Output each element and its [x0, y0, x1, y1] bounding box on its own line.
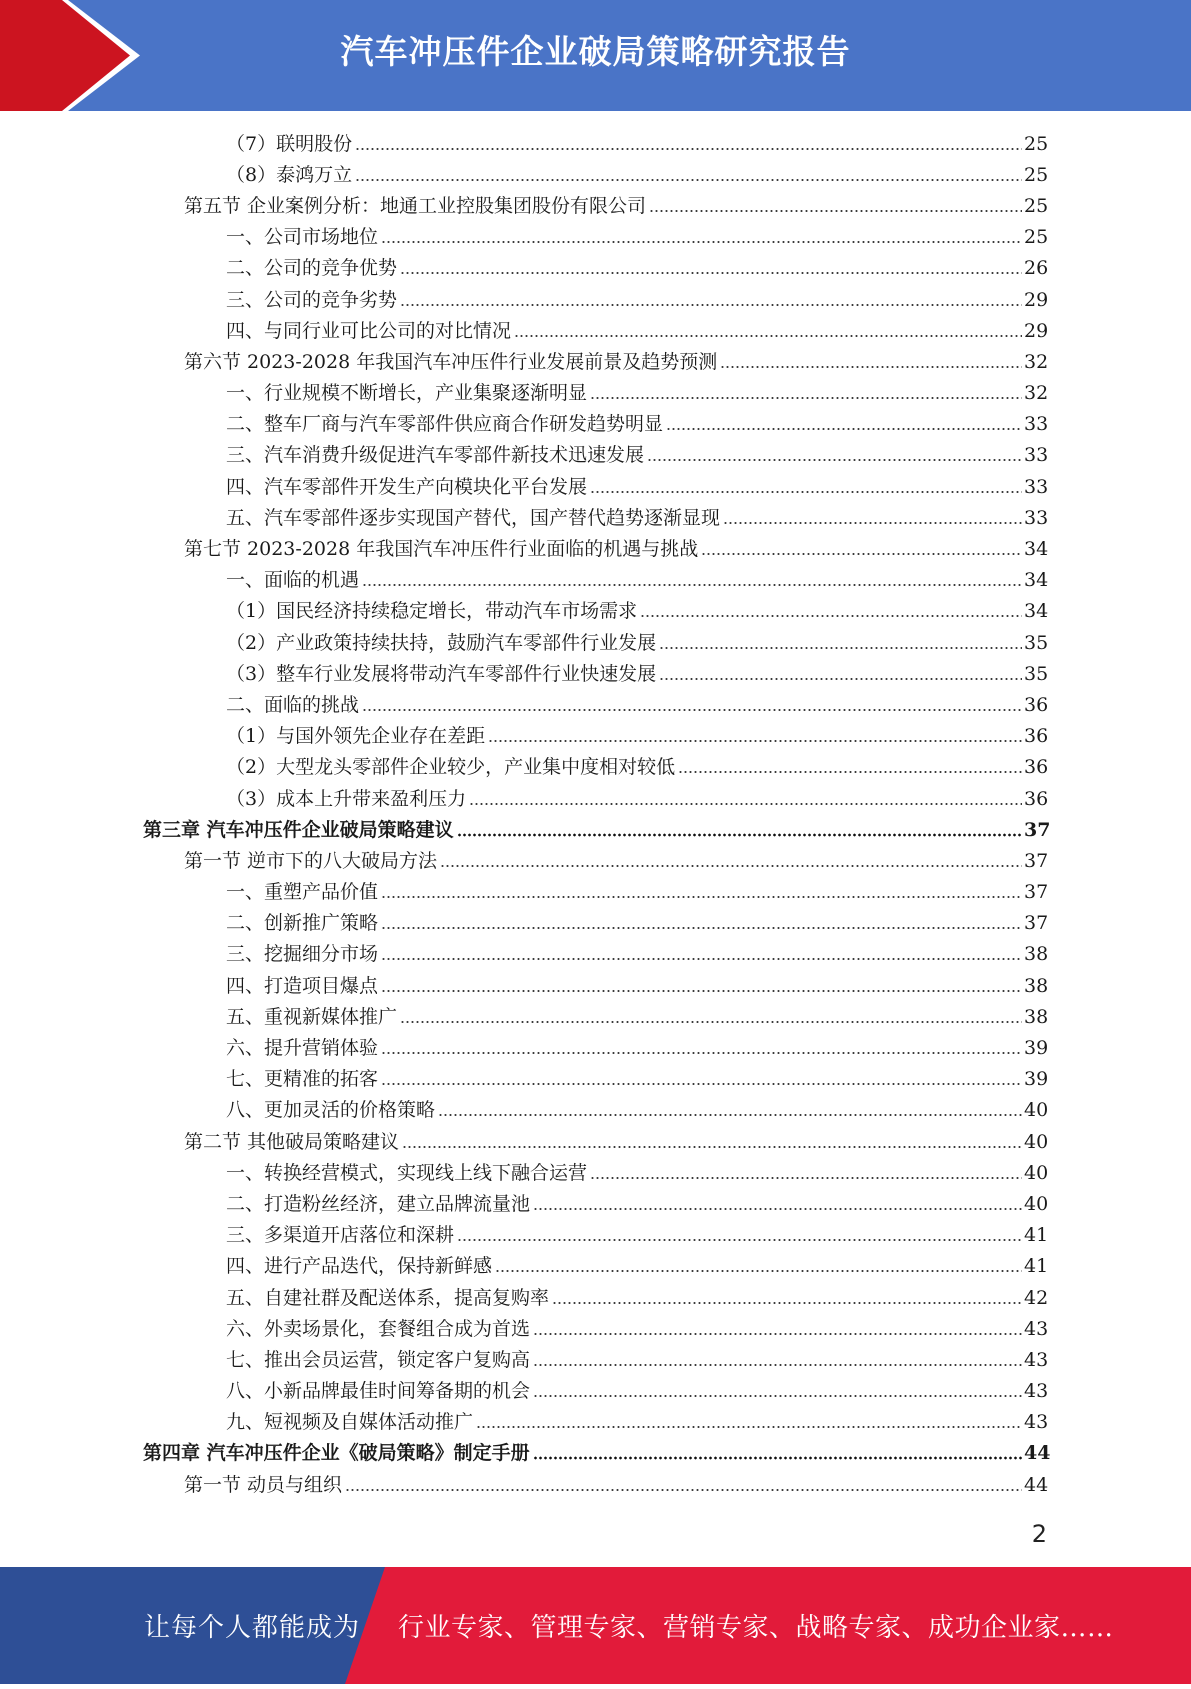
toc-entry-title: 三、公司的竞争劣势 — [226, 288, 398, 311]
toc-dot-leader — [381, 1079, 1022, 1089]
toc-entry[interactable] — [0, 1407, 1191, 1438]
toc-entry-page: 39 — [1024, 1037, 1049, 1060]
toc-entry-page: 37 — [1024, 881, 1049, 904]
toc-entry-title: 四、汽车零部件开发生产向模块化平台发展 — [226, 475, 588, 498]
toc-entry-title: 第七节 2023-2028 年我国汽车冲压件行业面临的机遇与挑战 — [184, 538, 699, 561]
toc-entry-page: 38 — [1024, 943, 1049, 966]
toc-dot-leader — [345, 1485, 1022, 1495]
toc-entry-page: 44 — [1024, 1442, 1051, 1465]
toc-entry-title: 六、提升营销体验 — [226, 1037, 379, 1060]
toc-dot-leader — [649, 206, 1022, 216]
toc-dot-leader — [533, 1204, 1022, 1214]
toc-entry-title: 四、打造项目爆点 — [226, 974, 379, 997]
toc-entry-title: 第一节 动员与组织 — [184, 1473, 343, 1496]
toc-entry-title: 二、公司的竞争优势 — [226, 257, 398, 280]
toc-entry-page: 36 — [1024, 725, 1049, 748]
toc-entry[interactable] — [0, 253, 1191, 284]
toc-dot-leader — [400, 1017, 1022, 1027]
toc-entry[interactable] — [0, 783, 1191, 814]
toc-dot-leader — [552, 1298, 1022, 1308]
toc-entry-page: 25 — [1024, 194, 1049, 217]
toc-entry-title: 一、公司市场地位 — [226, 226, 379, 249]
toc-entry[interactable] — [0, 565, 1191, 596]
toc-entry[interactable] — [0, 128, 1191, 159]
toc-entry-title: 一、面临的机遇 — [226, 569, 360, 592]
toc-dot-leader — [666, 424, 1022, 434]
toc-dot-leader — [640, 611, 1022, 621]
toc-entry-page: 40 — [1024, 1130, 1049, 1153]
toc-entry[interactable] — [0, 1220, 1191, 1251]
toc-entry-page: 26 — [1024, 257, 1049, 280]
toc-entry[interactable] — [0, 1282, 1191, 1313]
toc-entry[interactable] — [0, 533, 1191, 564]
toc-entry-title: 八、更加灵活的价格策略 — [226, 1099, 436, 1122]
toc-dot-leader — [590, 1173, 1022, 1183]
toc-entry-title: （3）成本上升带来盈利压力 — [226, 787, 467, 810]
toc-entry-page: 33 — [1024, 506, 1049, 529]
toc-entry-title: 二、打造粉丝经济，建立品牌流量池 — [226, 1192, 531, 1215]
toc-entry-page: 34 — [1024, 538, 1049, 561]
toc-entry-page: 36 — [1024, 693, 1049, 716]
page-header — [0, 0, 1191, 111]
toc-entry[interactable] — [0, 440, 1191, 471]
toc-entry-title: 二、面临的挑战 — [226, 693, 360, 716]
page-number: 2 — [1031, 1520, 1047, 1548]
toc-entry[interactable] — [0, 1032, 1191, 1063]
toc-entry-title: 第二节 其他破局策略建议 — [184, 1130, 400, 1153]
toc-entry-title: 一、行业规模不断增长，产业集聚逐渐明显 — [226, 382, 588, 405]
toc-dot-leader — [355, 144, 1022, 154]
toc-entry-page: 25 — [1024, 163, 1049, 186]
toc-dot-leader — [590, 393, 1022, 403]
toc-entry-page: 38 — [1024, 974, 1049, 997]
toc-entry-title: 四、进行产品迭代，保持新鲜感 — [226, 1255, 493, 1278]
toc-entry-title: 第四章 汽车冲压件企业《破局策略》制定手册 — [143, 1442, 530, 1465]
report-title: 汽车冲压件企业破局策略研究报告 — [340, 32, 851, 71]
toc-entry[interactable] — [0, 1064, 1191, 1095]
toc-dot-leader — [457, 1235, 1022, 1245]
toc-entry-title: 三、多渠道开店落位和深耕 — [226, 1224, 455, 1247]
toc-entry-page: 43 — [1024, 1411, 1049, 1434]
toc-entry[interactable] — [0, 596, 1191, 627]
toc-entry-page: 41 — [1024, 1255, 1049, 1278]
header-chevron-icon — [0, 0, 160, 111]
toc-dot-leader — [469, 799, 1022, 809]
toc-dot-leader — [701, 549, 1022, 559]
toc-entry-page: 37 — [1024, 818, 1051, 841]
toc-dot-leader — [659, 643, 1022, 653]
toc-entry[interactable] — [0, 1251, 1191, 1282]
toc-dot-leader — [533, 1329, 1022, 1339]
toc-entry-page: 29 — [1024, 288, 1049, 311]
footer-slogan-right: 行业专家、管理专家、营销专家、战略专家、成功企业家…… — [398, 1613, 1114, 1643]
toc-dot-leader — [362, 705, 1022, 715]
toc-dot-leader — [381, 237, 1022, 247]
page-footer — [0, 1567, 1191, 1684]
toc-entry-page: 40 — [1024, 1192, 1049, 1215]
toc-dot-leader — [720, 362, 1022, 372]
toc-entry-title: 三、汽车消费升级促进汽车零部件新技术迅速发展 — [226, 444, 645, 467]
toc-entry-page: 40 — [1024, 1161, 1049, 1184]
toc-entry-page: 29 — [1024, 319, 1049, 342]
toc-entry-title: 七、更精准的拓客 — [226, 1068, 379, 1091]
toc-entry[interactable] — [0, 378, 1191, 409]
toc-entry[interactable] — [0, 1095, 1191, 1126]
toc-entry-page: 42 — [1024, 1286, 1049, 1309]
toc-entry-page: 34 — [1024, 569, 1049, 592]
toc-entry-title: 六、外卖场景化，套餐组合成为首选 — [226, 1317, 531, 1340]
toc-entry-title: 第六节 2023-2028 年我国汽车冲压件行业发展前景及趋势预测 — [184, 350, 718, 373]
toc-entry-title: （1）国民经济持续稳定增长，带动汽车市场需求 — [226, 600, 638, 623]
toc-entry[interactable] — [0, 471, 1191, 502]
toc-entry-title: （1）与国外领先企业存在差距 — [226, 725, 486, 748]
toc-entry-page: 32 — [1024, 350, 1049, 373]
toc-entry-page: 34 — [1024, 600, 1049, 623]
toc-entry-page: 37 — [1024, 912, 1049, 935]
toc-entry[interactable] — [0, 190, 1191, 221]
toc-entry-page: 33 — [1024, 444, 1049, 467]
toc-entry-title: 四、与同行业可比公司的对比情况 — [226, 319, 512, 342]
toc-dot-leader — [381, 954, 1022, 964]
toc-entry-page: 36 — [1024, 756, 1049, 779]
toc-entry-page: 37 — [1024, 849, 1049, 872]
toc-entry[interactable] — [0, 721, 1191, 752]
toc-entry[interactable] — [0, 970, 1191, 1001]
toc-entry[interactable] — [0, 1313, 1191, 1344]
toc-entry-title: 五、汽车零部件逐步实现国产替代，国产替代趋势逐渐显现 — [226, 506, 721, 529]
toc-entry-page: 33 — [1024, 413, 1049, 436]
toc-dot-leader — [678, 767, 1022, 777]
toc-entry[interactable] — [0, 222, 1191, 253]
toc-dot-leader — [647, 455, 1022, 465]
footer-slogan-left: 让每个人都能成为 — [144, 1613, 361, 1643]
toc-dot-leader — [659, 674, 1022, 684]
toc-dot-leader — [533, 1360, 1022, 1370]
toc-entry-page: 35 — [1024, 631, 1049, 654]
toc-entry-title: 二、整车厂商与汽车零部件供应商合作研发趋势明显 — [226, 413, 664, 436]
toc-entry-page: 39 — [1024, 1068, 1049, 1091]
toc-entry[interactable] — [0, 284, 1191, 315]
toc-entry-title: （7）联明股份 — [226, 132, 353, 155]
toc-dot-leader — [488, 736, 1022, 746]
toc-dot-leader — [723, 518, 1022, 528]
toc-entry[interactable] — [0, 658, 1191, 689]
toc-entry[interactable] — [0, 1157, 1191, 1188]
toc-entry-title: 第三章 汽车冲压件企业破局策略建议 — [143, 818, 454, 841]
toc-entry-page: 25 — [1024, 226, 1049, 249]
toc-dot-leader — [533, 1453, 1022, 1463]
toc-dot-leader — [400, 300, 1022, 310]
toc-dot-leader — [355, 175, 1022, 185]
toc-entry[interactable] — [0, 908, 1191, 939]
toc-entry[interactable] — [0, 1126, 1191, 1157]
toc-entry-page: 41 — [1024, 1224, 1049, 1247]
toc-entry-title: 三、挖掘细分市场 — [226, 943, 379, 966]
toc-entry[interactable] — [0, 814, 1191, 845]
toc-entry-title: 二、创新推广策略 — [226, 912, 379, 935]
toc-entry-title: 七、推出会员运营，锁定客户复购高 — [226, 1348, 531, 1371]
toc-entry[interactable] — [0, 315, 1191, 346]
toc-dot-leader — [402, 1142, 1022, 1152]
table-of-contents — [0, 128, 1191, 1500]
toc-entry-title: （2）产业政策持续扶持，鼓励汽车零部件行业发展 — [226, 631, 657, 654]
toc-entry-title: （8）泰鸿万立 — [226, 163, 353, 186]
toc-dot-leader — [381, 986, 1022, 996]
toc-entry-title: 一、重塑产品价值 — [226, 881, 379, 904]
toc-dot-leader — [533, 1391, 1022, 1401]
toc-entry-title: 第五节 企业案例分析：地通工业控股集团股份有限公司 — [184, 194, 647, 217]
toc-entry-title: （3）整车行业发展将带动汽车零部件行业快速发展 — [226, 662, 657, 685]
toc-entry-page: 36 — [1024, 787, 1049, 810]
toc-entry[interactable] — [0, 1469, 1191, 1500]
toc-entry-page: 43 — [1024, 1317, 1049, 1340]
toc-entry-page: 38 — [1024, 1005, 1049, 1028]
toc-dot-leader — [476, 1422, 1022, 1432]
toc-entry[interactable] — [0, 409, 1191, 440]
toc-dot-leader — [438, 1110, 1022, 1120]
toc-entry[interactable] — [0, 1376, 1191, 1407]
toc-entry[interactable] — [0, 1188, 1191, 1219]
toc-dot-leader — [381, 892, 1022, 902]
toc-entry-title: 九、短视频及自媒体活动推广 — [226, 1411, 474, 1434]
toc-dot-leader — [495, 1266, 1022, 1276]
toc-entry[interactable] — [0, 502, 1191, 533]
toc-entry[interactable] — [0, 346, 1191, 377]
toc-dot-leader — [590, 487, 1022, 497]
toc-dot-leader — [381, 923, 1022, 933]
toc-dot-leader — [362, 580, 1022, 590]
toc-dot-leader — [457, 830, 1022, 840]
toc-entry-page: 40 — [1024, 1099, 1049, 1122]
toc-entry-page: 44 — [1024, 1473, 1049, 1496]
toc-entry-page: 32 — [1024, 382, 1049, 405]
toc-dot-leader — [440, 861, 1022, 871]
toc-dot-leader — [514, 331, 1022, 341]
toc-entry[interactable] — [0, 689, 1191, 720]
toc-entry-page: 43 — [1024, 1380, 1049, 1403]
toc-entry-page: 25 — [1024, 132, 1049, 155]
toc-entry[interactable] — [0, 939, 1191, 970]
toc-entry[interactable] — [0, 627, 1191, 658]
toc-entry[interactable] — [0, 1344, 1191, 1375]
toc-entry[interactable] — [0, 877, 1191, 908]
toc-dot-leader — [381, 1048, 1022, 1058]
toc-entry-title: 五、重视新媒体推广 — [226, 1005, 398, 1028]
toc-entry[interactable] — [0, 159, 1191, 190]
toc-entry-page: 43 — [1024, 1348, 1049, 1371]
toc-entry[interactable] — [0, 752, 1191, 783]
toc-entry-title: 一、转换经营模式，实现线上线下融合运营 — [226, 1161, 588, 1184]
toc-entry[interactable] — [0, 845, 1191, 876]
toc-entry-page: 35 — [1024, 662, 1049, 685]
toc-entry-title: 五、自建社群及配送体系，提高复购率 — [226, 1286, 550, 1309]
toc-entry-title: 八、小新品牌最佳时间筹备期的机会 — [226, 1380, 531, 1403]
toc-entry-title: （2）大型龙头零部件企业较少，产业集中度相对较低 — [226, 756, 676, 779]
toc-dot-leader — [400, 268, 1022, 278]
toc-entry-title: 第一节 逆市下的八大破局方法 — [184, 849, 438, 872]
toc-entry[interactable] — [0, 1438, 1191, 1469]
toc-entry-page: 33 — [1024, 475, 1049, 498]
toc-entry[interactable] — [0, 1001, 1191, 1032]
